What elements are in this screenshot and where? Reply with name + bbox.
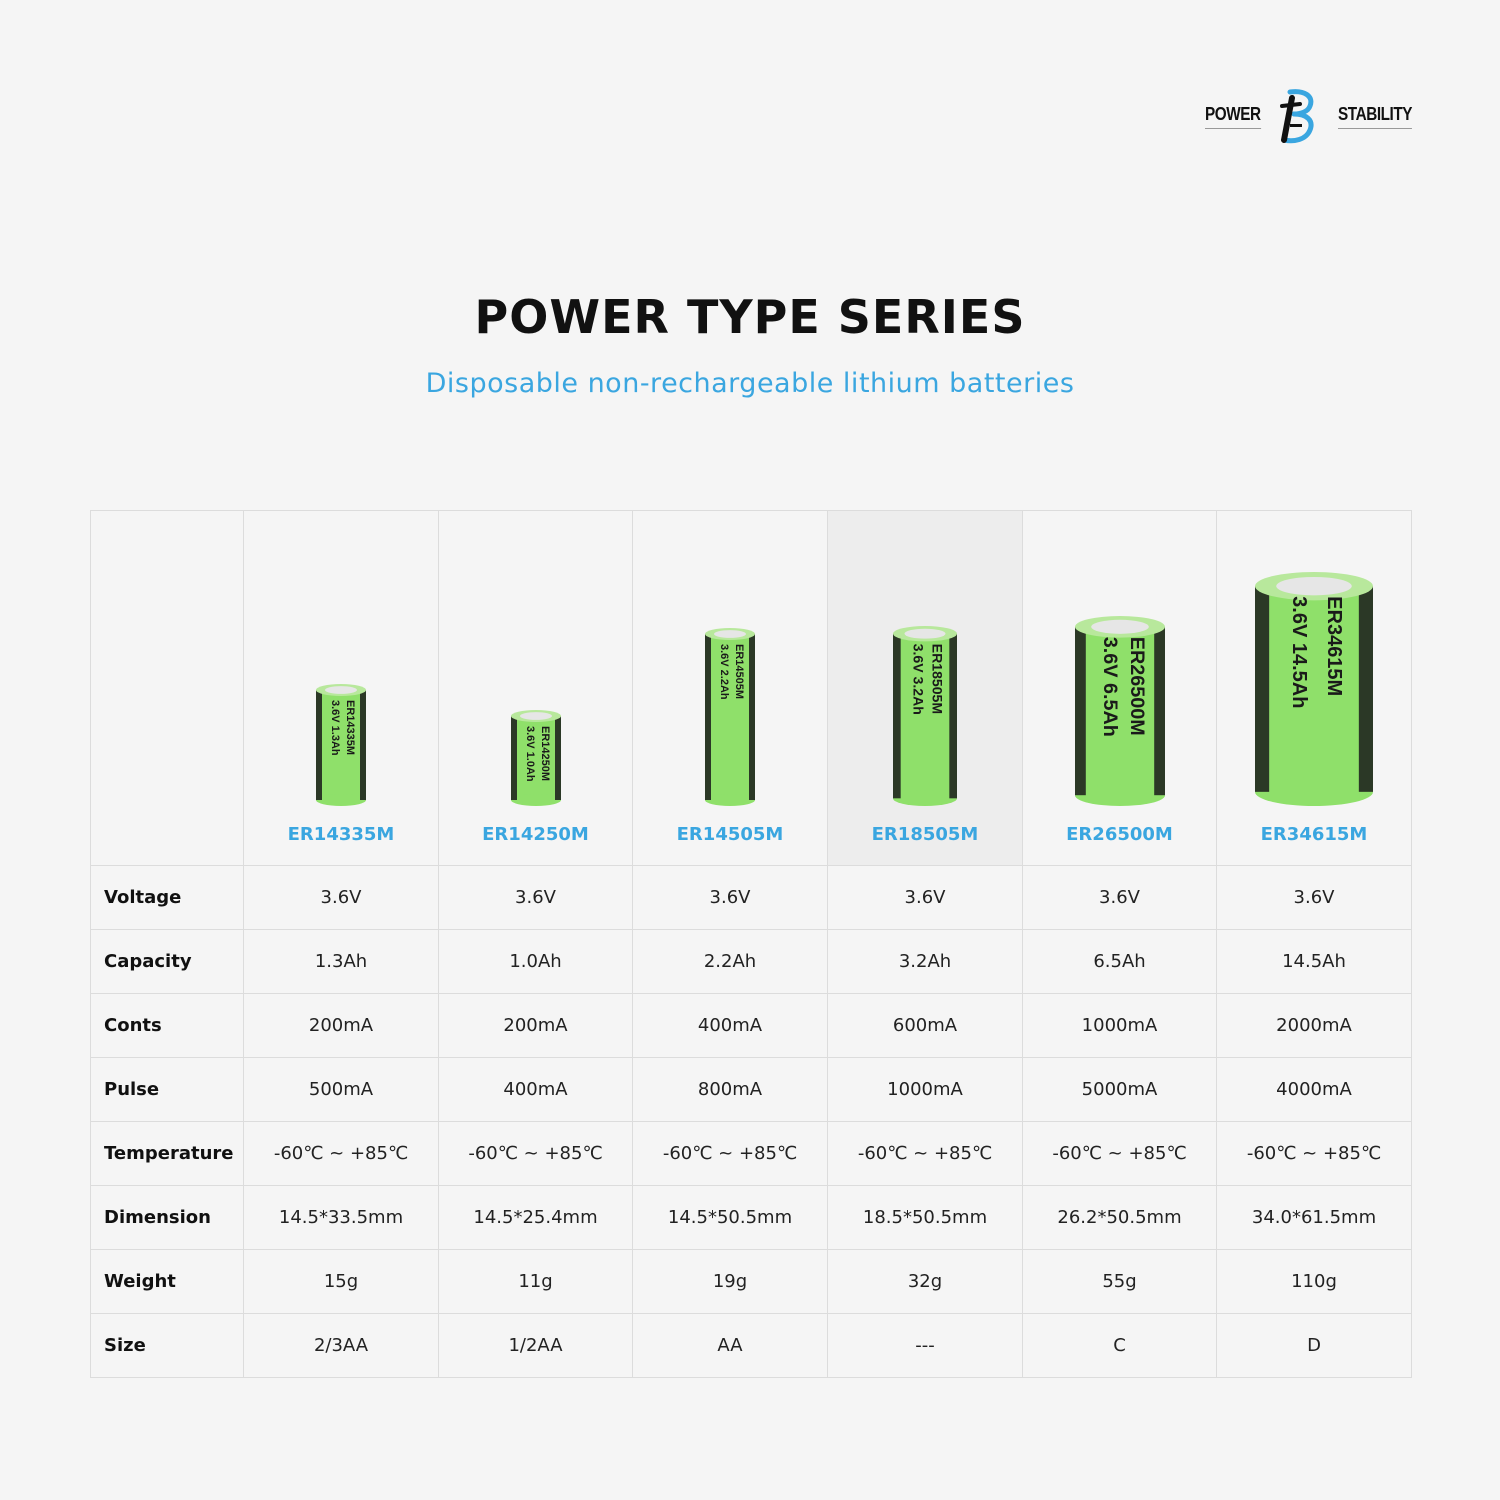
spec-cell: 3.6V [828, 866, 1023, 930]
page-subtitle: Disposable non-rechargeable lithium batteries [425, 368, 1075, 399]
spec-cell: -60℃ ~ +85℃ [1023, 1122, 1217, 1186]
spec-cell: 2.2Ah [633, 930, 828, 994]
spec-row [91, 1058, 1412, 1122]
spec-row-label: Capacity [91, 930, 244, 994]
pb-logo-icon [1270, 88, 1322, 144]
battery-model-label: ER18505M [929, 643, 946, 715]
model-name: ER26500M [1066, 824, 1173, 845]
spec-cell: D [1217, 1314, 1412, 1378]
spec-cell: 400mA [439, 1058, 633, 1122]
spec-cell: -60℃ ~ +85℃ [439, 1122, 633, 1186]
spec-cell: 14.5*50.5mm [633, 1186, 828, 1250]
spec-cell: 3.6V [1217, 866, 1412, 930]
spec-cell: 110g [1217, 1250, 1412, 1314]
battery-model-label: ER14250M [538, 726, 551, 782]
spec-cell: --- [828, 1314, 1023, 1378]
spec-row-label: Dimension [91, 1186, 244, 1250]
brand-left-word: POWER [1205, 104, 1261, 129]
spec-cell: 1.3Ah [244, 930, 439, 994]
spec-cell: 34.0*61.5mm [1217, 1186, 1412, 1250]
spec-row [91, 1122, 1412, 1186]
spec-row-label: Weight [91, 1250, 244, 1314]
spec-cell: 500mA [244, 1058, 439, 1122]
spec-cell: 14.5*25.4mm [439, 1186, 633, 1250]
spec-cell: 1000mA [1023, 994, 1217, 1058]
spec-cell: -60℃ ~ +85℃ [633, 1122, 828, 1186]
spec-cell: 14.5Ah [1217, 930, 1412, 994]
spec-cell: 18.5*50.5mm [828, 1186, 1023, 1250]
spec-table [90, 510, 1412, 1378]
spec-cell: 4000mA [1217, 1058, 1412, 1122]
battery-icon [705, 628, 755, 806]
product-cell [828, 511, 1023, 866]
spec-cell: 14.5*33.5mm [244, 1186, 439, 1250]
spec-cell: 3.2Ah [828, 930, 1023, 994]
battery-model-label: ER34615M [1323, 596, 1346, 697]
spec-cell: 3.6V [244, 866, 439, 930]
spec-cell: 3.6V [439, 866, 633, 930]
spec-row-label: Voltage [91, 866, 244, 930]
corner-cell [91, 511, 244, 866]
battery-icon [1255, 572, 1373, 806]
battery-icon [511, 710, 561, 806]
spec-cell: 32g [828, 1250, 1023, 1314]
spec-cell: 19g [633, 1250, 828, 1314]
battery-image [244, 684, 438, 806]
spec-cell: 600mA [828, 994, 1023, 1058]
spec-cell: 1.0Ah [439, 930, 633, 994]
product-cell [1023, 511, 1217, 866]
battery-spec-label: 3.6V 2.2Ah [718, 644, 730, 700]
battery-icon [893, 626, 957, 806]
spec-row-label: Pulse [91, 1058, 244, 1122]
spec-row [91, 1186, 1412, 1250]
brand-right-word: STABILITY [1338, 104, 1412, 129]
spec-cell: 1/2AA [439, 1314, 633, 1378]
spec-cell: -60℃ ~ +85℃ [244, 1122, 439, 1186]
spec-cell: 6.5Ah [1023, 930, 1217, 994]
spec-row [91, 994, 1412, 1058]
spec-cell: 1000mA [828, 1058, 1023, 1122]
spec-row-label: Size [91, 1314, 244, 1378]
battery-image [828, 626, 1022, 806]
product-cell [244, 511, 439, 866]
spec-cell: 200mA [244, 994, 439, 1058]
model-name: ER34615M [1260, 824, 1368, 845]
model-name: ER14250M [482, 824, 589, 845]
spec-cell: 400mA [633, 994, 828, 1058]
battery-spec-label: 3.6V 14.5Ah [1287, 596, 1310, 709]
product-cell [439, 511, 633, 866]
battery-icon [1075, 616, 1165, 806]
spec-cell: 11g [439, 1250, 633, 1314]
spec-cell: 3.6V [633, 866, 828, 930]
spec-row [91, 930, 1412, 994]
battery-image [633, 628, 827, 806]
product-image-row [91, 511, 1412, 866]
spec-cell: 200mA [439, 994, 633, 1058]
spec-cell: 26.2*50.5mm [1023, 1186, 1217, 1250]
product-cell [1217, 511, 1412, 866]
spec-cell: AA [633, 1314, 828, 1378]
brand-header [1200, 88, 1412, 148]
spec-cell: C [1023, 1314, 1217, 1378]
spec-cell: 5000mA [1023, 1058, 1217, 1122]
battery-image [1217, 572, 1411, 806]
battery-image [1023, 616, 1216, 806]
battery-spec-label: 3.6V 3.2Ah [910, 643, 927, 715]
spec-cell: 3.6V [1023, 866, 1217, 930]
battery-image [439, 710, 632, 806]
battery-icon [316, 684, 366, 806]
battery-spec-label: 3.6V 1.3Ah [329, 700, 341, 756]
spec-cell: 2000mA [1217, 994, 1412, 1058]
battery-model-label: ER14335M [344, 700, 356, 756]
spec-row [91, 1250, 1412, 1314]
spec-cell: 55g [1023, 1250, 1217, 1314]
battery-spec-label: 3.6V 1.0Ah [523, 726, 536, 782]
spec-row [91, 1314, 1412, 1378]
product-cell [633, 511, 828, 866]
spec-row-label: Conts [91, 994, 244, 1058]
spec-cell: 15g [244, 1250, 439, 1314]
spec-cell: -60℃ ~ +85℃ [828, 1122, 1023, 1186]
spec-cell: 800mA [633, 1058, 828, 1122]
spec-cell: -60℃ ~ +85℃ [1217, 1122, 1412, 1186]
page-title: POWER TYPE SERIES [474, 290, 1026, 344]
battery-model-label: ER26500M [1125, 636, 1148, 736]
model-name: ER14505M [676, 824, 784, 845]
spec-row [91, 866, 1412, 930]
model-name: ER14335M [287, 824, 395, 845]
spec-row-label: Temperature [91, 1122, 244, 1186]
battery-model-label: ER14505M [733, 644, 745, 700]
model-name: ER18505M [871, 824, 979, 845]
battery-spec-label: 3.6V 6.5Ah [1098, 636, 1121, 737]
spec-cell: 2/3AA [244, 1314, 439, 1378]
